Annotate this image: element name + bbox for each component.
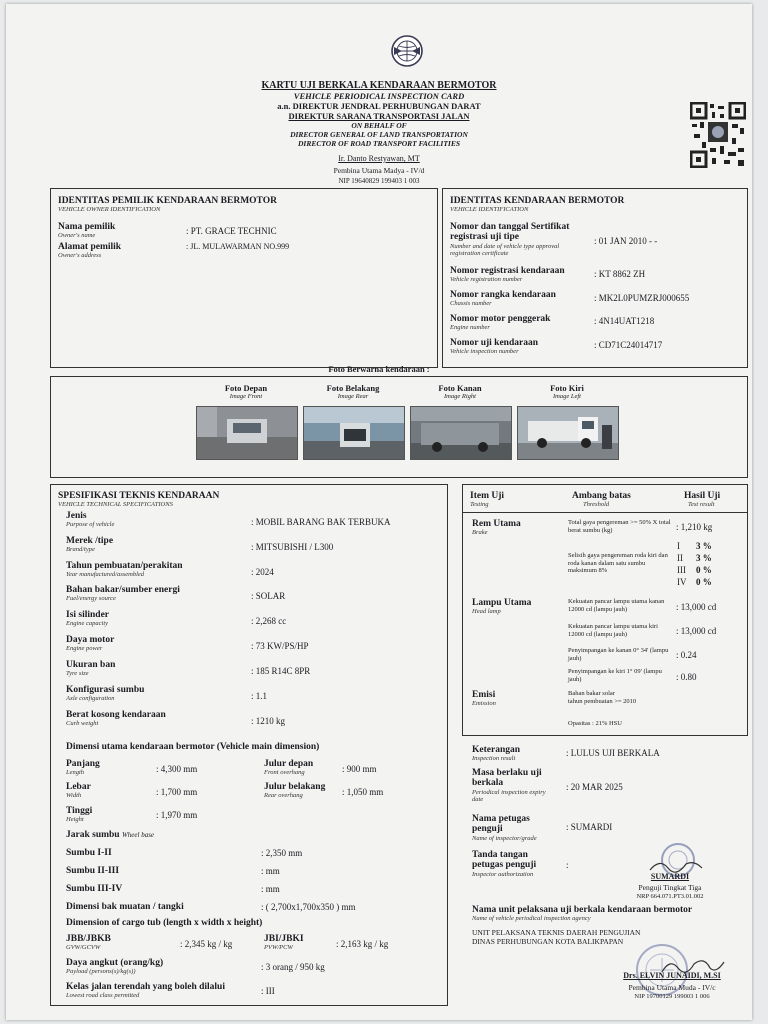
width-value: : 1,700 mm <box>156 787 198 797</box>
axle-number: IV <box>677 577 687 587</box>
director-general-line: DIRECTOR GENERAL OF LAND TRANSPORTATION <box>290 130 468 139</box>
inspector-label-1: Nama petugas <box>472 814 530 824</box>
director-road-line: DIRECTOR OF ROAD TRANSPORT FACILITIES <box>298 139 460 148</box>
owner-address-label: Alamat pemilik <box>58 242 122 252</box>
brake-threshold-2: Selisih gaya pengereman roda kiri dan roda kanan dalam satu sumbu maksimum 8% <box>568 552 668 574</box>
axle-2-3-label: Sumbu II-III <box>66 866 120 876</box>
inspector-rank: Penguji Tingkat Tiga <box>638 883 702 892</box>
spec-label: Daya motor <box>66 635 115 645</box>
spec-sub: Engine power <box>66 645 103 652</box>
card-title: KARTU UJI BERKALA KENDARAAN BERMOTOR <box>261 80 497 91</box>
jbb-value: : 2,345 kg / kg <box>180 939 233 949</box>
spec-sub: Purpose of vehicle <box>66 521 115 528</box>
insp-label: Nomor uji kendaraan <box>450 338 538 348</box>
road-class-label: Kelas jalan terendah yang boleh dilalui <box>66 982 225 992</box>
length-value: : 4,300 mm <box>156 764 198 774</box>
photo-left-image <box>517 406 619 460</box>
cargo-tub-label: Dimension of cargo tub (length x width x height) <box>66 918 263 928</box>
axle-number: II <box>677 553 683 563</box>
spec-value: : 185 R14C 8PR <box>251 666 311 676</box>
chassis-sub: Chassis number <box>450 300 492 307</box>
specs-title: SPESIFIKASI TEKNIS KENDARAAN <box>58 491 220 501</box>
emission-threshold-2: tahun pembuatan >= 2010 <box>568 698 637 705</box>
wheelbase-sub: Wheel base <box>121 831 155 839</box>
spec-label: Berat kosong kendaraan <box>66 710 166 720</box>
signature-sub: Inspector authorization <box>472 871 534 878</box>
inspector-name: SUMARDI <box>650 872 690 881</box>
inspection-card <box>6 4 752 1020</box>
height-value: : 1,970 mm <box>156 810 198 820</box>
spec-label: Konfigurasi sumbu <box>66 685 145 695</box>
unit-sub: Name of vehicle periodical inspection agency <box>472 915 591 922</box>
chassis-value: : MK2L0PUMZRJ000655 <box>594 293 690 303</box>
jbi-value: : 2,163 kg / kg <box>336 939 389 949</box>
unit-line-2: DINAS PERHUBUNGAN KOTA BALIKPAPAN <box>472 937 624 946</box>
axle-number: III <box>677 565 686 575</box>
axle-3-4-value: : mm <box>261 884 280 894</box>
head-rank: Pembina Utama Muda - IV/c <box>628 983 716 992</box>
unit-line-1: UNIT PELAKSANA TEKNIS DAERAH PENGUJIAN <box>472 928 641 937</box>
inspector-sub: Name of inspector/grade <box>472 835 537 842</box>
signature-label-1: Tanda tangan <box>472 850 528 860</box>
spec-value: : MITSUBISHI / L300 <box>251 542 334 552</box>
axle-difference-value: 3 % <box>696 553 712 563</box>
owner-address-value: : JL. MULAWARMAN NO.999 <box>186 242 290 251</box>
cert-sub-2: registration certificate <box>450 250 509 257</box>
emission-opacity: Opasitas : 21% HSU <box>568 720 622 727</box>
emission-threshold-1: Bahan bakar solar <box>568 690 615 697</box>
photo-rear-image <box>303 406 405 460</box>
an-line: a.n. DIREKTUR JENDRAL PERHUBUNGAN DARAT <box>277 101 481 111</box>
col-threshold-label: Ambang batas <box>572 491 631 501</box>
payload-label: Daya angkut (orang/kg) <box>66 958 164 968</box>
emission-sub: Emission <box>472 700 496 707</box>
rear-overhang-label: Julur belakang <box>264 782 326 792</box>
road-class-sub: Lowest road class permitted <box>66 992 140 999</box>
owner-name-sub: Owner's name <box>58 232 96 239</box>
axle-number: I <box>677 541 680 551</box>
jbb-sub: GVW/GCVW <box>66 944 101 951</box>
insp-sub: Vehicle inspection number <box>450 348 519 355</box>
spec-sub: Fuel/energy source <box>66 595 116 602</box>
wheelbase-label <box>66 830 154 840</box>
inspector-value: : SUMARDI <box>566 822 613 832</box>
headlamp-threshold-3: Penyimpangan ke kanan 0° 34' (lampu jauh) <box>568 647 669 662</box>
owner-section-sub: VEHICLE OWNER IDENTIFICATION <box>58 206 161 213</box>
owner-section-title: IDENTITAS PEMILIK KENDARAAN BERMOTOR <box>58 196 277 206</box>
axle-2-3-value: : mm <box>261 866 280 876</box>
validity-sub-1: Periodical inspection expiry <box>472 789 546 796</box>
remark-value: : LULUS UJI BERKALA <box>566 748 660 758</box>
payload-sub: Payload (persons(s)/kg(s)) <box>66 968 136 975</box>
director-nip: NIP 19640829 199403 1 003 <box>338 177 420 185</box>
headlamp-value-1: : 13,000 cd <box>676 602 717 612</box>
headlamp-threshold-2: Kekuatan pancar lampu utama kiri 12000 cd (lampu jauh) <box>568 623 658 638</box>
spec-sub: Axle configuration <box>66 695 115 702</box>
road-class-value: : III <box>261 986 275 996</box>
card-title-en: VEHICLE PERIODICAL INSPECTION CARD <box>293 91 465 101</box>
headlamp-value-2: : 13,000 cd <box>676 626 717 636</box>
jbi-label: JBI/JBKI <box>264 934 304 944</box>
spec-label: Ukuran ban <box>66 660 116 670</box>
director-name: Ir. Danto Restyawan, MT <box>338 154 420 163</box>
front-overhang-sub: Front overhang <box>264 769 305 776</box>
col-item-label: Item Uji <box>470 491 505 501</box>
spec-label: Bahan bakar/sumber energi <box>66 585 180 595</box>
vehicle-id-sub: VEHICLE IDENTIFICATION <box>450 206 529 213</box>
photo-rear-sub: Image Rear <box>337 393 369 400</box>
front-overhang-value: : 900 mm <box>342 764 377 774</box>
col-result-label: Hasil Uji <box>684 491 721 501</box>
cert-label-2: registrasi uji tipe <box>450 232 519 242</box>
spec-label: Tahun pembuatan/perakitan <box>66 561 183 571</box>
axle-1-2-value: : 2,350 mm <box>261 848 303 858</box>
col-item-sub: Testing <box>470 501 489 508</box>
vehicle-id-title: IDENTITAS KENDARAAN BERMOTOR <box>450 196 625 206</box>
brake-sub: Brake <box>472 529 488 536</box>
photo-left-label: Foto Kiri <box>550 383 584 393</box>
owner-name-label: Nama pemilik <box>58 222 116 232</box>
axle-difference-value: 3 % <box>696 541 712 551</box>
owner-name-value: : PT. GRACE TECHNIC <box>186 226 277 236</box>
headlamp-value-4: : 0.80 <box>676 672 697 682</box>
rear-overhang-value: : 1,050 mm <box>342 787 384 797</box>
brake-total-value: : 1,210 kg <box>676 522 713 532</box>
spec-value: : 1210 kg <box>251 716 286 726</box>
col-threshold-sub: Threshold <box>583 501 610 508</box>
reg-sub: Vehicle registration number <box>450 276 523 283</box>
axle-difference-value: 0 % <box>696 565 712 575</box>
dimension-title: Dimensi utama kendaraan bermotor (Vehicle main dimension) <box>66 742 320 752</box>
spec-value: : 73 KW/PS/HP <box>251 641 309 651</box>
director-rank: Pembina Utama Madya - IV/d <box>333 166 425 175</box>
unit-label: Nama unit pelaksana uji berkala kendaraan bermotor <box>472 905 693 915</box>
jbi-sub: PVW/PCW <box>264 944 293 951</box>
emission-label: Emisi <box>472 690 496 700</box>
cert-value: : 01 JAN 2010 - - <box>594 236 658 246</box>
cert-sub-1: Number and date of vehicle type approval <box>450 243 560 250</box>
owner-box <box>50 188 438 368</box>
photo-front-label: Foto Depan <box>224 383 268 393</box>
remark-label: Keterangan <box>472 745 521 755</box>
owner-address-sub: Owner's address <box>58 252 102 259</box>
spec-sub: Curb weight <box>66 720 99 727</box>
specs-sub: VEHICLE TECHNICAL SPECIFICATIONS <box>58 501 173 508</box>
engine-value: : 4N14UAT1218 <box>594 316 655 326</box>
inspector-nrp: NRP 664.071.PT3.01.002 <box>636 893 704 900</box>
brake-label: Rem Utama <box>472 519 521 529</box>
length-sub: Length <box>66 769 85 776</box>
axle-difference-value: 0 % <box>696 577 712 587</box>
cargo-dimension-value: : ( 2,700x1,700x350 ) mm <box>261 902 356 912</box>
photo-front-image <box>196 406 298 460</box>
spec-sub: Tyre size <box>66 670 89 677</box>
head-name: Drs. ELVIN JUNAIDI, M.SI <box>623 971 721 980</box>
inspector-label-2: penguji <box>472 824 503 834</box>
reg-label: Nomor registrasi kendaraan <box>450 266 565 276</box>
tests-header-divider <box>462 512 748 513</box>
chassis-label: Nomor rangka kendaraan <box>450 290 556 300</box>
length-label: Panjang <box>66 759 100 769</box>
validity-value: : 20 MAR 2025 <box>566 782 623 792</box>
spec-label: Merek /tipe <box>66 536 114 546</box>
cargo-dimension-label: Dimensi bak muatan / tangki <box>66 902 184 912</box>
head-nip: NIP 19700129 199003 1 006 <box>634 993 710 1000</box>
photo-front-sub: Image Front <box>229 393 263 400</box>
height-sub: Height <box>66 816 84 823</box>
spec-value: : SOLAR <box>251 591 286 601</box>
photo-right-label: Foto Kanan <box>438 383 482 393</box>
signature-colon: : <box>566 860 569 870</box>
payload-value: : 3 orang / 950 kg <box>261 962 325 972</box>
width-sub: Width <box>66 792 82 799</box>
front-overhang-label: Julur depan <box>264 759 314 769</box>
director-line: DIREKTUR SARANA TRANSPORTASI JALAN <box>288 111 470 121</box>
axle-3-4-label: Sumbu III-IV <box>66 884 123 894</box>
brake-threshold-1: Total gaya pengereman >= 50% X total berat sumbu (kg) <box>568 519 671 534</box>
width-label: Lebar <box>66 782 91 792</box>
engine-sub: Engine number <box>450 324 490 331</box>
behalf-line: ON BEHALF OF <box>351 121 407 130</box>
validity-label-1: Masa berlaku uji <box>472 768 542 778</box>
photos-title: Foto Berwarna kendaraan : <box>328 364 430 374</box>
spec-sub: Brand/type <box>66 546 95 553</box>
spec-label: Isi silinder <box>66 610 110 620</box>
spec-value: : 2024 <box>251 567 274 577</box>
height-label: Tinggi <box>66 806 93 816</box>
col-result-sub: Test result <box>688 501 715 508</box>
signature-label-2: petugas penguji <box>472 860 537 870</box>
spec-value: : 2,268 cc <box>251 616 287 626</box>
spec-sub: Engine capacity <box>66 620 109 627</box>
insp-value: : CD71C24014717 <box>594 340 663 350</box>
validity-sub-2: date <box>472 796 484 803</box>
headlamp-threshold-1: Kekuatan pancar lampu utama kanan 12000 cd (lampu jauh) <box>568 598 665 613</box>
headlamp-value-3: : 0.24 <box>676 650 697 660</box>
headlamp-label: Lampu Utama <box>472 598 532 608</box>
spec-value: : MOBIL BARANG BAK TERBUKA <box>251 517 391 527</box>
wheelbase-label-text: Jarak sumbu <box>66 830 120 840</box>
remark-sub: Inspection result <box>472 755 516 762</box>
ministry-emblem <box>390 34 424 68</box>
cert-label-1: Nomor dan tanggal Sertifikat <box>450 222 570 232</box>
photo-right-image <box>410 406 512 460</box>
rear-overhang-sub: Rear overhang <box>264 792 303 799</box>
reg-value: : KT 8862 ZH <box>594 269 646 279</box>
axle-1-2-label: Sumbu I-II <box>66 848 112 858</box>
photo-left-sub: Image Left <box>553 393 581 400</box>
headlamp-sub: Head lamp <box>472 608 501 615</box>
jbb-label: JBB/JBKB <box>66 934 111 944</box>
photo-right-sub: Image Right <box>444 393 476 400</box>
spec-value: : 1.1 <box>251 691 268 701</box>
validity-label-2: berkala <box>472 778 504 788</box>
engine-label: Nomor motor penggerak <box>450 314 551 324</box>
spec-label: Jenis <box>66 511 87 521</box>
headlamp-threshold-4: Penyimpangan ke kiri 1° 09' (lampu jauh) <box>568 668 662 683</box>
photo-rear-label: Foto Belakang <box>326 383 380 393</box>
spec-sub: Year manufactured/assembled <box>66 571 145 578</box>
